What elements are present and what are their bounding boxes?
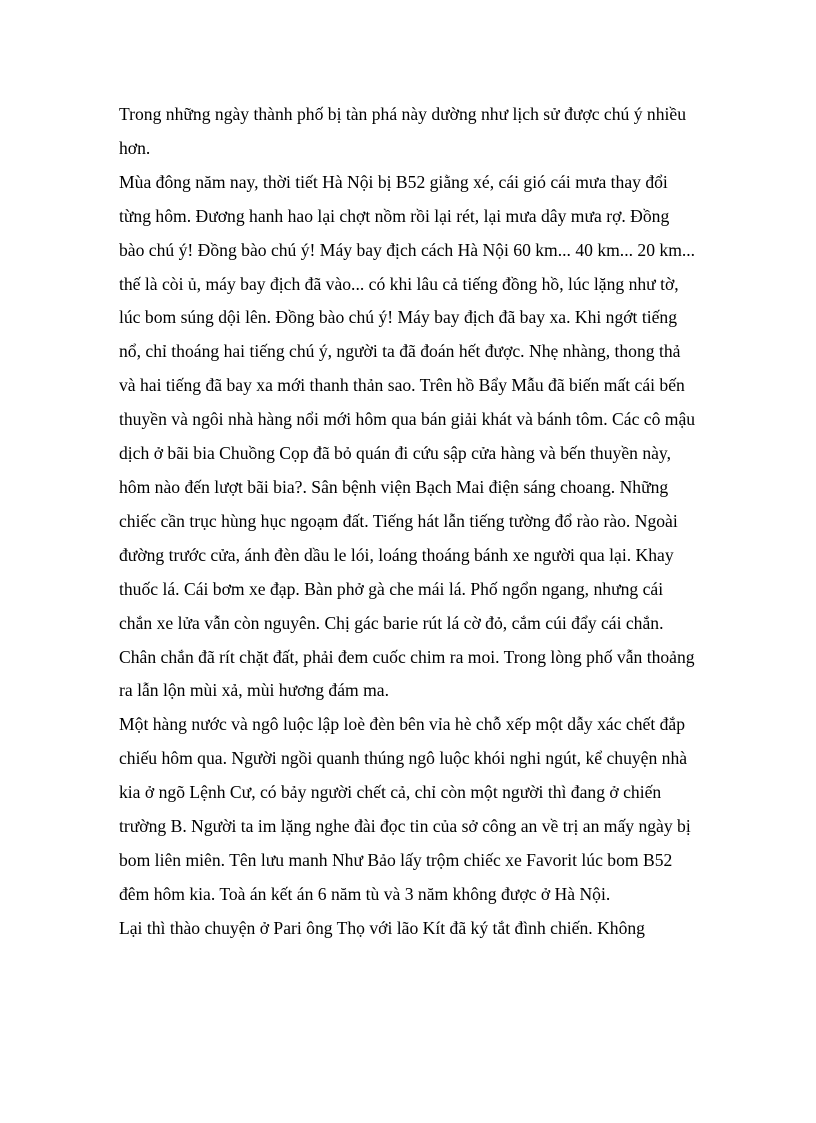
paragraph-corn-stall: Một hàng nước và ngô luộc lập loè đèn bên vỉa hè chỗ xếp một dẫy xác chết đắp chiếu hôm qua. Người ngồi quanh thúng ngô luộc khói nghi ngút, kể chuyện nhà kia ở ngõ Lệnh Cư, có bảy người chết cả, chỉ còn một người thì đang ở chiến trường B. Người ta im lặng nghe đài đọc tin của sở công an về trị an mấy ngày bị bom liên miên. Tên lưu manh Như Bảo lấy trộm chiếc xe Favorit lúc bom B52 đêm hôm kia. Toà án kết án 6 năm tù và 3 năm không được ở Hà Nội. [119,714,691,904]
paragraph-winter: Mùa đông năm nay, thời tiết Hà Nội bị B52 giằng xé, cái gió cái mưa thay đổi từng hôm. Đương hanh hao lại chợt nồm rồi lại rét, lại mưa dây mưa rợ. Đồng bào chú ý! Đồng bào chú ý! Máy bay địch cách Hà Nội 60 km... 40 km... 20 km... thế là còi ủ, máy bay địch đã vào... có khi lâu cả tiếng đồng hồ, lúc lặng như tờ, lúc bom súng dội lên. Đồng bào chú ý! Máy bay địch đã bay xa. Khi ngớt tiếng nổ, chỉ thoáng hai tiếng chú ý, người ta đã đoán hết được. Nhẹ nhàng, thong thả và hai tiếng đã bay xa mới thanh thản sao. Trên hồ Bẩy Mẫu đã biến mất cái bến thuyền và ngôi nhà hàng nổi mới hôm qua bán giải khát và bánh tôm. Các cô mậu dịch ở bãi bia Chuồng Cọp đã bỏ quán đi cứu sập cửa hàng và bến thuyền này, hôm nào đến lượt bãi bia?. Sân bệnh viện Bạch Mai điện sáng choang. Những chiếc cần trục hùng hục ngoạm đất. Tiếng hát lẫn tiếng tường đổ rào rào. Ngoài đường trước cửa, ánh đèn dầu le lói, loáng thoáng bánh xe người qua lại. Khay thuốc lá. Cái bơm xe đạp. Bàn phở gà che mái lá. Phố ngổn ngang, nhưng cái chắn xe lửa vẫn còn nguyên. Chị gác barie rút lá cờ đỏ, cắm cúi đẩy cái chắn. Chân chắn đã rít chặt đất, phải đem cuốc chim ra moi. Trong lòng phố vẫn thoảng ra lẫn lộn mùi xả, mùi hương đám ma. [119,171,696,701]
body-text [119,98,699,946]
paragraph-history: Trong những ngày thành phố bị tàn phá này dường như lịch sử được chú ý nhiều hơn. [119,104,686,158]
paragraph-paris: Lại thì thào chuyện ở Pari ông Thọ với lão Kít đã ký tắt đình chiến. Không [119,917,645,938]
